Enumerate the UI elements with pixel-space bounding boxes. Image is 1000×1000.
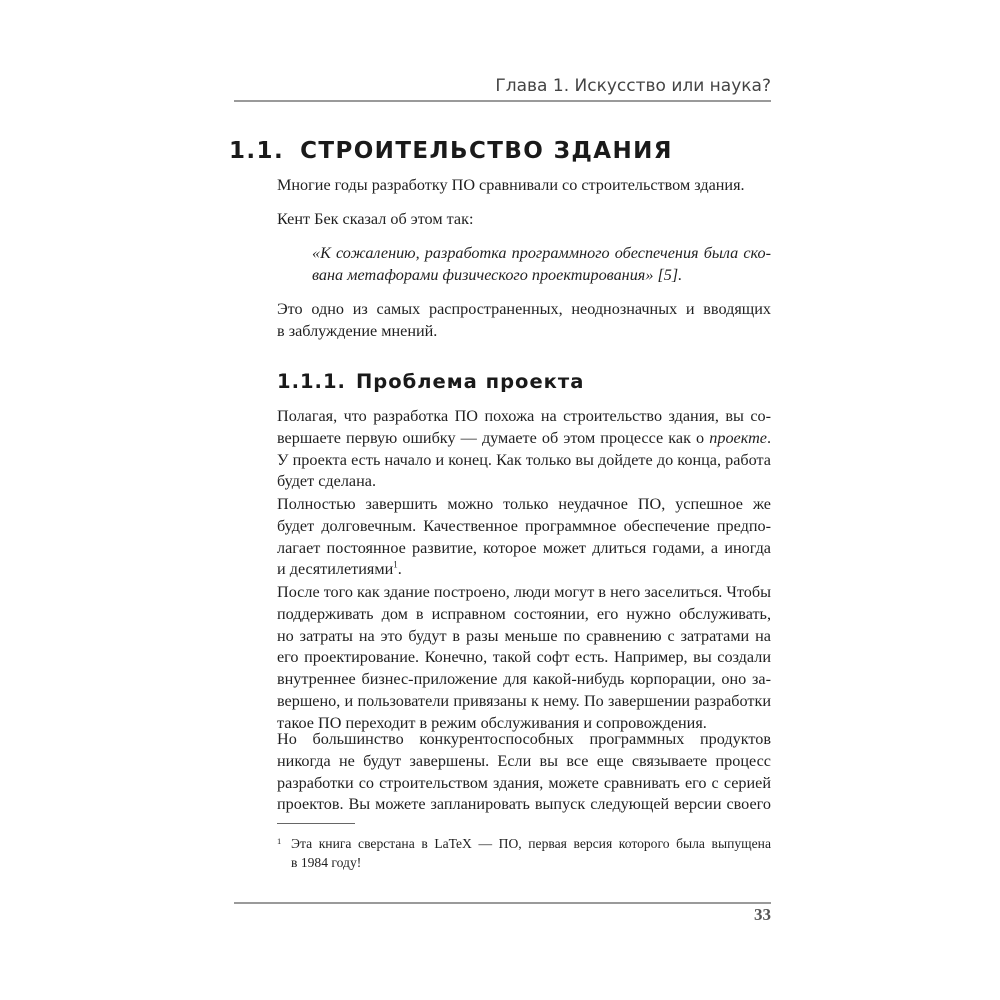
text-fragment: . xyxy=(397,560,402,579)
footer-rule xyxy=(234,902,771,904)
text-fragment: . xyxy=(766,428,771,447)
running-head: Глава 1. Искусство или наука? xyxy=(495,76,771,96)
subsection-title: Проблема проекта xyxy=(355,370,585,393)
text-line: лагает постоянное развитие, которое может длиться годами, а иногда xyxy=(277,538,771,557)
text-line: проектов. Вы можете запланировать выпуск следующей версии своего xyxy=(277,795,771,814)
header-rule xyxy=(234,100,771,102)
quote-line: «К сожалению, разработка программного обеспечения была ско- xyxy=(312,244,771,262)
text-line: но затраты на это будут в разы меньше по сравнению с затратами на xyxy=(277,626,771,645)
text-line: будет долговечным. Качественное программное обеспечение предпо- xyxy=(277,516,771,535)
emphasis-word: проекте xyxy=(709,428,767,447)
quote-line: вана метафорами физического проектирования» [5]. xyxy=(312,265,683,284)
text-line: такое ПО переходит в режим обслуживания и сопровождения. xyxy=(277,713,707,732)
intro-paragraph-1: Многие годы разработку ПО сравнивали со строительством здания. xyxy=(277,176,745,194)
subsection-number: 1.1.1. xyxy=(277,370,346,393)
text-line: будет сделана. xyxy=(277,472,376,491)
footnote-rule xyxy=(277,823,355,824)
quote-block xyxy=(312,243,771,287)
text-line: вершено, и пользователи привязаны к нему. По завершении разработки xyxy=(277,691,771,710)
intro-paragraph-2: Кент Бек сказал об этом так: xyxy=(277,210,474,228)
paragraph-project xyxy=(277,406,771,493)
footnote: 1 Эта книга сверстана в LaTeX — ПО, первая версия которого была выпущена в 1984 году! xyxy=(277,835,771,872)
section-title: СТРОИТЕЛЬСТВО ЗДАНИЯ xyxy=(300,138,673,164)
text-line: в заблуждение мнений. xyxy=(277,321,438,340)
section-number: 1.1. xyxy=(229,138,285,164)
opinion-paragraph xyxy=(277,299,771,343)
footnote-line: в 1984 году! xyxy=(291,854,362,870)
paragraph-competitive xyxy=(277,729,771,816)
section-heading xyxy=(229,138,673,164)
page-number: 33 xyxy=(754,905,771,924)
text-line: никогда не будут завершены. Если вы все еще связываете процесс xyxy=(277,751,771,770)
text-line: его проектирование. Конечно, такой софт есть. Например, вы создали xyxy=(277,648,771,667)
text-line: Полностью завершить можно только неудачное ПО, успешное же xyxy=(277,495,771,513)
subsection-heading xyxy=(277,370,584,393)
paragraph-maintenance xyxy=(277,582,771,735)
text-fragment: вершаете первую ошибку — думаете об этом процессе как о xyxy=(277,428,710,447)
text-line: У проекта есть начало и конец. Как только вы дойдете до конца, работа xyxy=(277,450,771,469)
footnote-line: Эта книга сверстана в LaTeX — ПО, первая версия которого была выпущена xyxy=(291,836,771,851)
text-line: внутреннее бизнес-приложение для какой-нибудь корпорации, оно за- xyxy=(277,670,771,689)
text-line: После того как здание построено, люди могут в него заселиться. Чтобы xyxy=(277,583,771,601)
text-line: Полагая, что разработка ПО похожа на строительство здания, вы со- xyxy=(277,407,771,425)
text-line: поддерживать дом в исправном состоянии, его нужно обслуживать, xyxy=(277,604,771,623)
paragraph-longevity xyxy=(277,494,771,581)
text-fragment: и десятилетиями xyxy=(277,560,394,579)
text-line: Но большинство конкурентоспособных программных продуктов xyxy=(277,730,771,748)
text-line xyxy=(277,559,771,581)
text-line: Это одно из самых распространенных, неоднозначных и вводящих xyxy=(277,300,771,318)
footnote-reference[interactable]: 1 xyxy=(393,560,398,570)
text-line xyxy=(277,428,771,450)
text-line: разработки со строительством здания, можете сравнивать его с серией xyxy=(277,773,771,792)
